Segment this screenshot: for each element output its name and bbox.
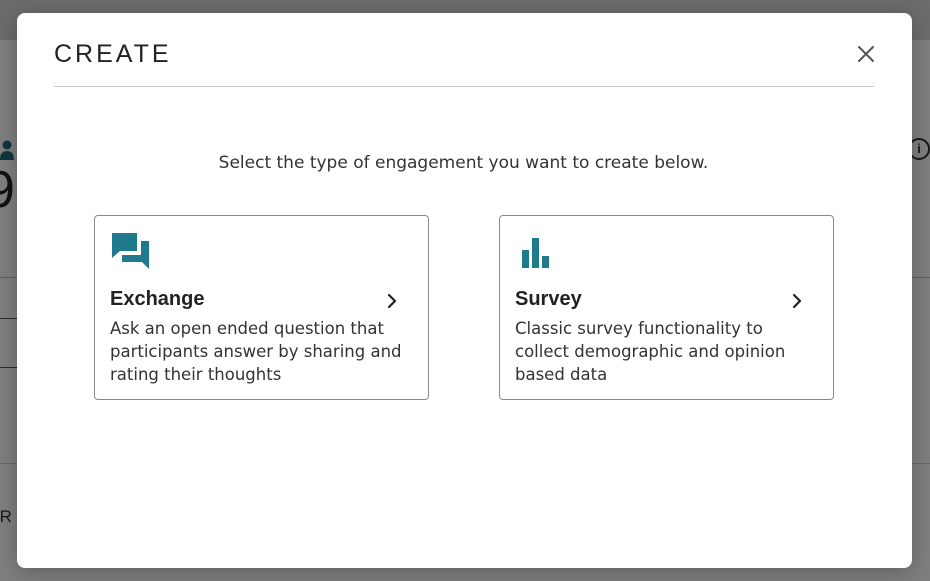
survey-title: Survey [515, 288, 582, 310]
modal-title: CREATE [54, 40, 172, 68]
exchange-option-card[interactable] [94, 215, 429, 400]
chevron-right-icon [790, 292, 806, 312]
chat-bubbles-icon [111, 232, 153, 274]
exchange-description: Ask an open ended question that participants answer by sharing and rating their thoughts [110, 319, 402, 384]
modal-header-divider [54, 86, 874, 87]
chevron-right-icon [385, 292, 401, 312]
survey-option-card[interactable] [499, 215, 834, 400]
create-modal [17, 13, 912, 568]
exchange-title: Exchange [110, 288, 205, 310]
bar-chart-icon [516, 232, 558, 274]
instruction-text: Select the type of engagement you want to create below. [218, 153, 709, 173]
close-icon [858, 46, 874, 62]
close-button[interactable] [853, 41, 879, 67]
survey-description: Classic survey functionality to collect demographic and opinion based data [515, 319, 786, 384]
